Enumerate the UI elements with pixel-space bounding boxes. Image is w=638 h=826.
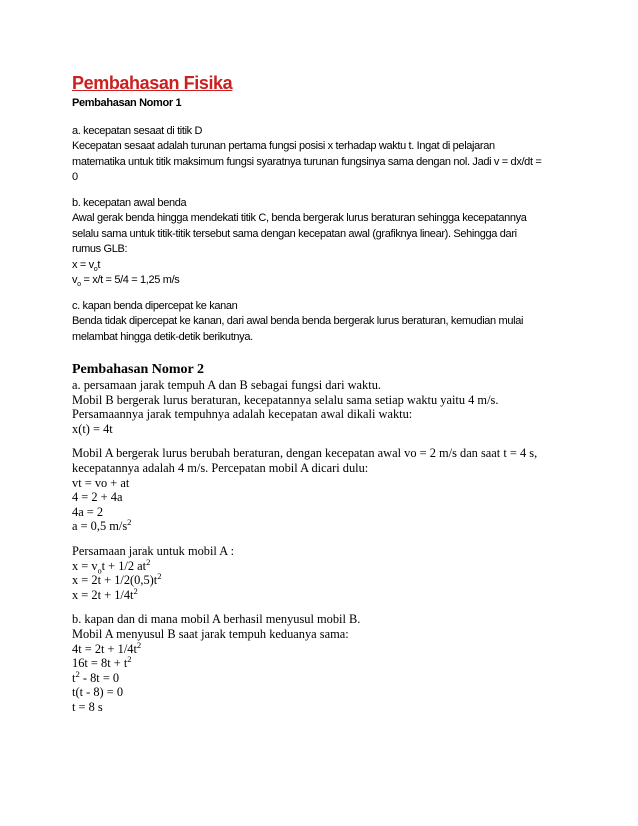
- text-line: Kecepatan sesaat adalah turunan pertama fungsi posisi x terhadap waktu t. Ingat di pelajaran: [72, 140, 495, 152]
- formula-line: $16t = 8t + t^2$: [72, 653, 132, 671]
- formula-line: $x = 2t + 1/4t^2$: [72, 585, 138, 602]
- section-1-heading: Pembahasan Nomor 1: [72, 97, 182, 109]
- formula-line: 4a = 2: [72, 504, 104, 519]
- formula-line: $4t = 2t + 1/4t^2$: [72, 639, 142, 656]
- formula-line: $t^2 - 8t = 0$: [72, 668, 120, 685]
- formula-line: $x = v_ot + 1/2$ $at^2$: [72, 556, 151, 575]
- text-line: 0: [72, 171, 78, 183]
- text-line: b. kapan dan di mana mobil A berhasil menyusul mobil B.: [72, 612, 361, 627]
- text-line: Benda tidak dipercepat ke kanan, dari awal benda benda bergerak lurus beraturan, kemudian mulai: [72, 315, 524, 327]
- text-line: selalu sama untuk titik-titik tersebut sama dengan kecepatan awal (grafiknya linear). Sehingga dari: [72, 227, 517, 240]
- part-a-heading: a. kecepatan sesaat di titik D: [72, 124, 203, 137]
- text-line: rumus GLB:: [72, 243, 128, 255]
- section-2-heading: Pembahasan Nomor 2: [72, 362, 204, 377]
- formula-line: a = 0,5 $m/s^2$: [72, 517, 132, 534]
- text-line: Awal gerak benda hingga mendekati titik C, benda bergerak lurus beraturan sehingga kecepatannya: [72, 212, 527, 224]
- section-nomor-1: [72, 96, 566, 345]
- text-line: Mobil A menyusul B saat jarak tempuh keduanya sama:: [72, 626, 349, 641]
- formula-line: $x = v_ot$: [72, 258, 101, 273]
- formula-line: $v_o = x/t = 5/4 = 1,25$ m/s: [72, 274, 180, 289]
- formula-line: t(t - 8) = 0: [72, 685, 124, 700]
- text-line: matematika untuk titik maksimum fungsi syaratnya turunan fungsinya sama dengan nol. Jadi v = dx/dt =: [72, 155, 542, 168]
- document-title: Pembahasan Fisika: [72, 73, 233, 93]
- text-line: Persamaan jarak untuk mobil A :: [72, 543, 235, 558]
- section-nomor-2: [72, 362, 566, 714]
- formula-line: x(t) = 4t: [72, 421, 113, 436]
- document-page: [72, 72, 566, 714]
- text-line: Persamaannya jarak tempuhnya adalah kecepatan awal dikali waktu:: [72, 407, 413, 422]
- text-line: Mobil A bergerak lurus berubah beraturan, dengan kecepatan awal vo = 2 m/s dan saat t = 4 s,: [72, 446, 538, 461]
- text-line: a. persamaan jarak tempuh A dan B sebagai fungsi dari waktu.: [72, 378, 381, 392]
- formula-line: t = 8 s: [72, 699, 103, 714]
- text-line: kecepatannya adalah 4 m/s. Percepatan mobil A dicari dulu:: [72, 460, 369, 475]
- formula-line: vt = vo + at: [72, 475, 130, 490]
- formula-line: 4 = 2 + 4a: [72, 490, 123, 505]
- part-c-heading: c. kapan benda dipercepat ke kanan: [72, 299, 238, 312]
- part-b-heading: b. kecepatan awal benda: [72, 196, 187, 209]
- formula-line: $x = 2t + 1/2(0,5)t^2$: [72, 571, 162, 588]
- text-line: melambat hingga detik-detik berikutnya.: [72, 330, 253, 343]
- text-line: Mobil B bergerak lurus beraturan, kecepatannya selalu sama setiap waktu yaitu 4 m/s.: [72, 392, 499, 407]
